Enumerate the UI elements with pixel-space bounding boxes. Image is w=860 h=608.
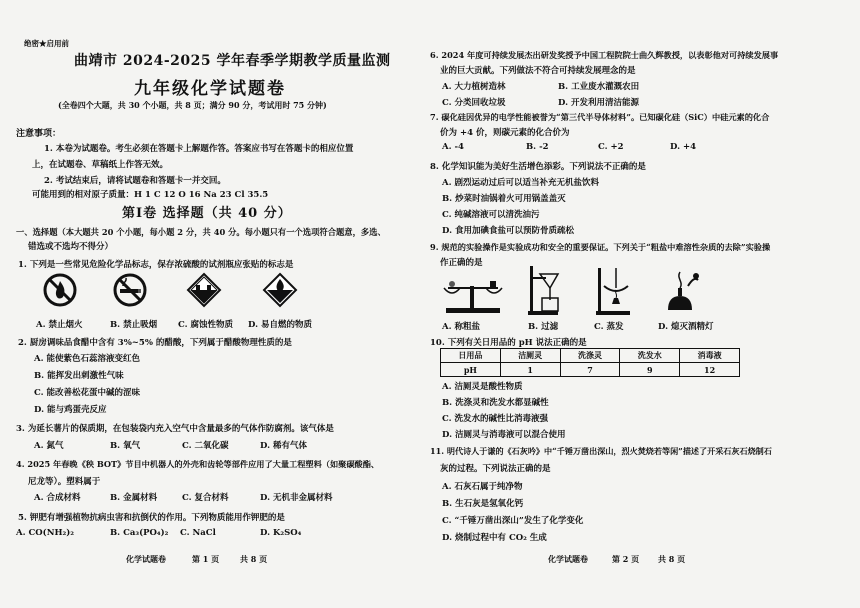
q3-option-b[interactable]: B. 氧气 xyxy=(110,441,141,451)
no-fire-icon xyxy=(42,272,78,308)
q9-option-b[interactable]: B. 过滤 xyxy=(528,322,559,332)
q9-option-c[interactable]: C. 蒸发 xyxy=(594,322,624,332)
q10-option-a[interactable]: A. 洁厕灵是酸性物质 xyxy=(442,382,523,392)
question-3: 3. 为延长薯片的保质期，在包装袋内充入空气中含量最多的气体作防腐剂。该气体是 xyxy=(16,424,334,434)
ph-table-cell: 12 xyxy=(680,363,740,377)
q2-option-a[interactable]: A. 能使紫色石蕊溶液变红色 xyxy=(34,354,141,364)
footer-page: 第 2 页 xyxy=(612,554,640,564)
q2-option-b[interactable]: B. 能挥发出刺激性气味 xyxy=(34,371,124,381)
question-10: 10. 下列有关日用品的 pH 说法正确的是 xyxy=(430,338,587,348)
filtration-icon xyxy=(526,264,570,316)
intro-line: 一、选择题（本大题共 20 个小题，每小题 2 分，共 40 分。每小题只有一个选项符合题意，多选、 xyxy=(16,227,386,237)
q9-option-d[interactable]: D. 熄灭酒精灯 xyxy=(658,322,714,332)
intro-line: 错选或不选均不得分） xyxy=(28,242,114,252)
footer-label: 化学试题卷 xyxy=(548,554,588,564)
footer-page: 第 1 页 xyxy=(192,554,220,564)
q6-option-d[interactable]: D. 开发利用清洁能源 xyxy=(558,98,639,108)
q7-option-a[interactable]: A. -4 xyxy=(442,142,464,152)
ph-table-cell: 1 xyxy=(500,363,560,377)
footer-label: 化学试题卷 xyxy=(126,554,166,564)
q7-option-b[interactable]: B. -2 xyxy=(526,142,549,152)
q11-option-a[interactable]: A. 石灰石属于纯净物 xyxy=(442,482,523,492)
q11-option-c[interactable]: C. “千锤万凿出深山”发生了化学变化 xyxy=(442,516,584,526)
section-title: 第Ⅰ卷 选择题（共 40 分） xyxy=(122,206,292,221)
ph-table-cell: 洗涤灵 xyxy=(560,349,620,363)
question-4: 4. 2025 年春晚《秧 BOT》节目中机器人的外壳和齿轮等部件应用了大量工程塑料（如聚碳酸酯、 xyxy=(16,459,380,469)
atomic-mass-line: 可能用到的相对原子质量：H 1 C 12 O 16 Na 23 Cl 35.5 xyxy=(32,190,269,200)
ph-table-cell: pH xyxy=(441,363,501,377)
q5-option-c[interactable]: C. NaCl xyxy=(180,528,216,538)
q4-option-d[interactable]: D. 无机非金属材料 xyxy=(260,493,333,503)
exam-title: 曲靖市 2024-2025 学年春季学期教学质量监测 xyxy=(74,53,391,69)
q3-option-a[interactable]: A. 氮气 xyxy=(34,441,64,451)
ph-table-cell: 9 xyxy=(620,363,680,377)
paper-title: 九年级化学试题卷 xyxy=(134,79,286,99)
question-6-cont: 业的巨大贡献。下列做法不符合可持续发展理念的是 xyxy=(440,66,636,76)
q1-option-a[interactable]: A. 禁止烟火 xyxy=(36,320,83,330)
q1-option-c[interactable]: C. 腐蚀性物质 xyxy=(178,320,234,330)
question-1: 1. 下列是一些常见危险化学品标志，保存浓硫酸的试剂瓶应张贴的标志是 xyxy=(18,260,294,270)
q2-option-d[interactable]: D. 能与鸡蛋壳反应 xyxy=(34,405,107,415)
q9-option-a[interactable]: A. 称粗盐 xyxy=(442,322,481,332)
q4-option-c[interactable]: C. 复合材料 xyxy=(182,493,229,503)
notes-title: 注意事项： xyxy=(16,129,62,139)
ph-table-cell: 洗发水 xyxy=(620,349,680,363)
ph-table-cell: 7 xyxy=(560,363,620,377)
question-7-cont: 价为 +4 价，则碳元素的化合价为 xyxy=(440,128,570,138)
q5-option-d[interactable]: D. K₂SO₄ xyxy=(260,528,302,538)
footer-total: 共 8 页 xyxy=(240,554,268,564)
q8-option-b[interactable]: B. 炒菜时油锅着火可用锅盖盖灭 xyxy=(442,194,566,204)
q10-option-c[interactable]: C. 洗发水的碱性比消毒液强 xyxy=(442,414,549,424)
q6-option-b[interactable]: B. 工业废水灌溉农田 xyxy=(558,82,640,92)
alcohol-lamp-icon xyxy=(658,266,702,316)
question-4-cont: 尼龙等）。塑料属于 xyxy=(28,477,101,487)
ph-table-header xyxy=(441,349,740,363)
q11-option-b[interactable]: B. 生石灰是氢氧化钙 xyxy=(442,499,524,509)
ph-table-cell: 消毒液 xyxy=(680,349,740,363)
no-smoking-icon xyxy=(112,272,148,308)
question-11-cont: 灰的过程。下列说法正确的是 xyxy=(440,464,551,474)
q1-option-b[interactable]: B. 禁止吸烟 xyxy=(110,320,158,330)
corrosive-icon xyxy=(186,272,222,308)
q5-option-a[interactable]: A. CO(NH₂)₂ xyxy=(16,528,74,538)
q4-option-a[interactable]: A. 合成材料 xyxy=(34,493,81,503)
q3-option-d[interactable]: D. 稀有气体 xyxy=(260,441,307,451)
question-7: 7. 碳化硅因优异的电学性能被誉为“第三代半导体材料”。已知碳化硅（SiC）中硅元素的化合 xyxy=(430,112,770,122)
footer-total: 共 8 页 xyxy=(658,554,686,564)
q10-option-d[interactable]: D. 洁厕灵与消毒液可以混合使用 xyxy=(442,430,566,440)
q3-option-c[interactable]: C. 二氧化碳 xyxy=(182,441,229,451)
q4-option-b[interactable]: B. 金属材料 xyxy=(110,493,158,503)
q8-option-d[interactable]: D. 食用加碘食盐可以预防骨质疏松 xyxy=(442,226,574,236)
q8-option-a[interactable]: A. 剧烈运动过后可以适当补充无机盐饮料 xyxy=(442,178,600,188)
flammable-solid-icon xyxy=(262,272,298,308)
q6-option-a[interactable]: A. 大力植树造林 xyxy=(442,82,506,92)
question-5: 5. 钾肥有增强植物抗病虫害和抗倒伏的作用。下列物质能用作钾肥的是 xyxy=(18,513,285,523)
paper-subtitle: (全卷四个大题，共 30 个小题，共 8 页；满分 90 分，考试用时 75 分钟) xyxy=(58,100,327,110)
q11-option-d[interactable]: D. 烧制过程中有 CO₂ 生成 xyxy=(442,533,547,543)
q5-option-b[interactable]: B. Ca₃(PO₄)₂ xyxy=(110,528,169,538)
q6-option-c[interactable]: C. 分类回收垃圾 xyxy=(442,98,506,108)
ph-table-row xyxy=(441,363,740,377)
q7-option-c[interactable]: C. +2 xyxy=(598,142,624,152)
balance-icon xyxy=(442,268,504,316)
q2-option-c[interactable]: C. 能改善松花蛋中碱的涩味 xyxy=(34,388,141,398)
q10-option-b[interactable]: B. 洗涤灵和洗发水都显碱性 xyxy=(442,398,549,408)
question-9-cont: 作正确的是 xyxy=(440,258,483,268)
q7-option-d[interactable]: D. +4 xyxy=(670,142,697,152)
question-2: 2. 厨房调味品食醋中含有 3%~5% 的醋酸，下列属于醋酸物理性质的是 xyxy=(18,338,292,348)
note-line: 1. 本卷为试题卷。考生必须在答题卡上解题作答。答案应书写在答题卡的相应位置 xyxy=(44,144,354,154)
ph-table-cell: 洁厕灵 xyxy=(500,349,560,363)
note-line: 2. 考试结束后，请将试题卷和答题卡一并交回。 xyxy=(44,176,226,186)
secret-label: 绝密★启用前 xyxy=(24,39,69,48)
ph-table xyxy=(440,348,740,377)
question-9: 9. 规范的实验操作是实验成功和安全的重要保证。下列关于“粗盐中难溶性杂质的去除”实验操 xyxy=(430,242,771,252)
question-8: 8. 化学知识能为美好生活增色添彩。下列说法不正确的是 xyxy=(430,162,646,172)
ph-table-cell: 日用品 xyxy=(441,349,501,363)
question-6: 6. 2024 年度可持续发展杰出研发奖授予中国工程院院士曲久辉教授，以表彰他对可持续发展事 xyxy=(430,50,779,60)
evaporation-icon xyxy=(592,264,636,316)
note-line: 上，在试题卷、草稿纸上作答无效。 xyxy=(32,160,169,170)
question-11: 11. 明代诗人于谦的《石灰吟》中“千锤万凿出深山，烈火焚烧若等闲”描述了开采石灰石烧制石 xyxy=(430,446,772,456)
q8-option-c[interactable]: C. 纯碱溶液可以清洗油污 xyxy=(442,210,540,220)
q1-option-d[interactable]: D. 易自燃的物质 xyxy=(248,320,312,330)
